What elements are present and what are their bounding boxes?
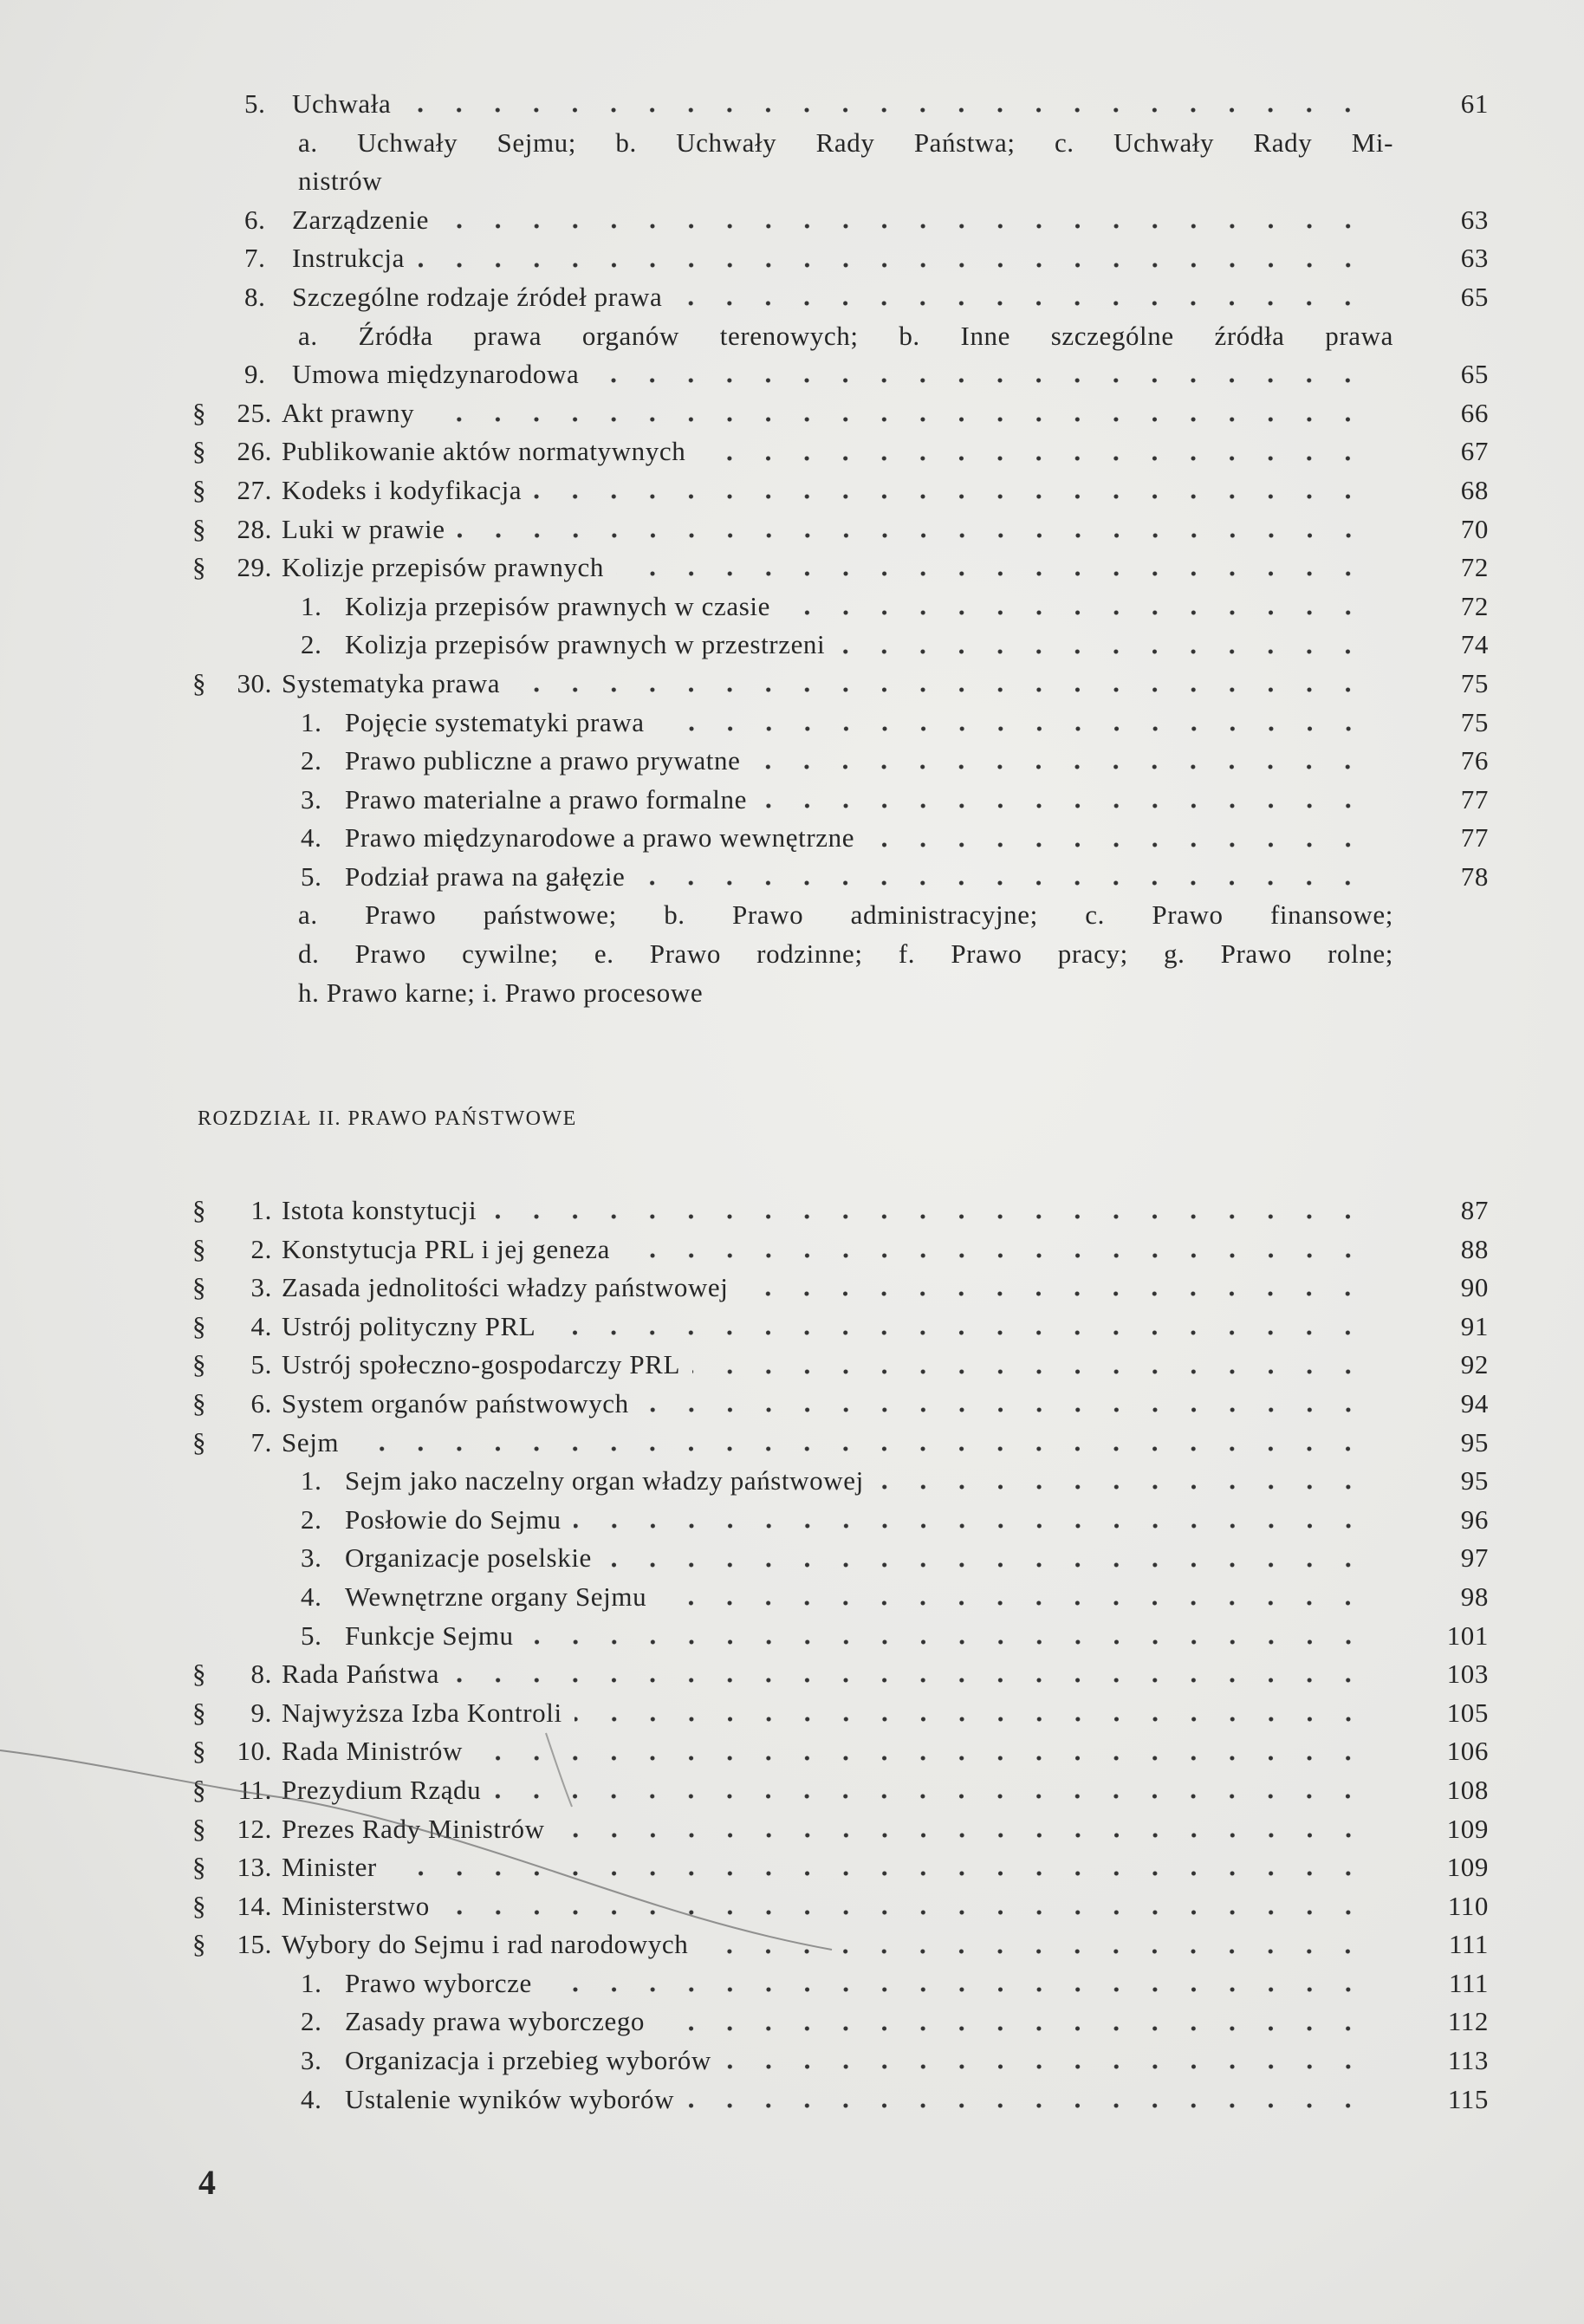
toc-entry[interactable]: [0, 201, 1584, 240]
dot-leader: [700, 1947, 1367, 1956]
toc-entry[interactable]: [0, 394, 1584, 433]
dot-leader: [475, 1754, 1367, 1762]
section-sign: §: [192, 1349, 207, 1380]
dot-leader: [867, 841, 1367, 849]
toc-entry-description-wrap: [298, 974, 1393, 1013]
toc-entry-page: 75: [1460, 706, 1489, 737]
section-sign: §: [192, 1890, 207, 1921]
toc-entry-line: [292, 201, 1489, 240]
toc-entry-number: 5.: [301, 860, 322, 892]
section-sign: §: [192, 474, 207, 505]
toc-entry-line: [345, 1501, 1489, 1540]
toc-entry[interactable]: [0, 1848, 1584, 1887]
dot-leader: [657, 2024, 1367, 2033]
toc-entry-title: Podział prawa na gałęzie: [345, 860, 626, 892]
toc-entry-number: 6.: [244, 204, 266, 235]
toc-entry-title: Uchwała: [292, 88, 392, 119]
dot-leader: [417, 261, 1367, 269]
toc-entry[interactable]: [0, 355, 1584, 394]
dot-leader: [698, 454, 1367, 463]
toc-entry-title: Kolizja przepisów prawnych w czasie: [345, 590, 770, 621]
toc-entry-page: 94: [1460, 1387, 1489, 1418]
toc-entry-number: 2.: [301, 1503, 322, 1535]
toc-entry-title: Prawo międzynarodowe a prawo wewnętrzne: [345, 822, 855, 854]
toc-entry-title: Zasady prawa wyborczego: [345, 2006, 646, 2037]
toc-entry-line: [292, 239, 1489, 278]
section-sign: §: [192, 1659, 207, 1690]
toc-entry-line: [282, 1269, 1489, 1308]
section-sign: §: [192, 552, 207, 583]
toc-entry-number: 9.: [244, 359, 266, 390]
section-sign: §: [192, 1272, 207, 1303]
toc-entry-line: [282, 1346, 1489, 1385]
toc-entry-number: 14.: [237, 1890, 272, 1921]
toc-entry-number: 6.: [250, 1387, 272, 1418]
toc-entry-number: 13.: [237, 1852, 272, 1883]
section-sign: §: [192, 1929, 207, 1960]
toc-entry-description-wrap: [298, 896, 1393, 935]
toc-entry-page: 61: [1460, 88, 1489, 119]
toc-entry[interactable]: [0, 742, 1584, 781]
toc-entry-line: [282, 471, 1489, 510]
dot-leader: [451, 1676, 1367, 1685]
toc-entry-page: 87: [1460, 1195, 1489, 1225]
toc-entry-number: 9.: [250, 1697, 272, 1728]
toc-entry-title: Posłowie do Sejmu: [345, 1503, 562, 1535]
dot-leader: [724, 2062, 1367, 2071]
toc-entry-page: 109: [1446, 1813, 1489, 1844]
dot-leader: [544, 1985, 1367, 1994]
toc-entry-page: 112: [1447, 2006, 1489, 2037]
dot-leader: [659, 1599, 1367, 1607]
toc-entry-page: 66: [1460, 397, 1489, 428]
section-sign: §: [192, 1774, 207, 1805]
toc-part-1: [0, 85, 1584, 1012]
toc-entry[interactable]: [0, 704, 1584, 743]
toc-entry-title: Szczególne rodzaje źródeł prawa: [292, 281, 663, 312]
toc-entry-page: 65: [1460, 281, 1489, 312]
toc-entry-title: Najwyższa Izba Kontroli: [282, 1697, 562, 1728]
toc-entry-line: [345, 587, 1489, 626]
dot-leader: [657, 724, 1367, 733]
toc-entry[interactable]: [0, 2042, 1584, 2081]
toc-entry-number: 4.: [250, 1310, 272, 1341]
toc-entry-line: [282, 1424, 1489, 1463]
toc-entry-title: Minister: [282, 1852, 377, 1883]
section-sign: §: [192, 1387, 207, 1418]
dot-leader: [426, 415, 1367, 424]
dot-leader: [622, 1251, 1367, 1260]
toc-entry: [0, 896, 1584, 935]
toc-entry: [0, 162, 1584, 201]
dot-leader: [591, 376, 1367, 385]
toc-entry-page: 111: [1449, 1929, 1489, 1960]
toc-entry[interactable]: [0, 510, 1584, 549]
dot-leader: [574, 1522, 1367, 1530]
toc-entry: [0, 935, 1584, 974]
dot-leader: [512, 685, 1367, 694]
toc-entry-page: 91: [1460, 1310, 1489, 1341]
toc-entry-title: Luki w prawie: [282, 513, 445, 544]
toc-entry-title: Instrukcja: [292, 243, 405, 274]
toc-entry-number: 1.: [301, 590, 322, 621]
toc-entry-number: 25.: [237, 397, 272, 428]
toc-entry-title: Kolizje przepisów prawnych: [282, 552, 604, 583]
toc-entry-number: 15.: [237, 1929, 272, 1960]
dot-leader: [740, 1289, 1367, 1298]
toc-entry-line: [345, 2081, 1489, 2120]
toc-entry-number: 1.: [301, 706, 322, 737]
dot-leader: [641, 1405, 1367, 1414]
dot-leader: [674, 299, 1367, 308]
toc-entry[interactable]: [0, 1191, 1584, 1230]
toc-entry-number: 4.: [301, 2083, 322, 2114]
toc-entry-line: [282, 1230, 1489, 1269]
toc-entry[interactable]: [0, 819, 1584, 858]
toc-entry-line: [345, 858, 1489, 897]
toc-entry[interactable]: [0, 1462, 1584, 1501]
toc-entry-title: Zasada jednolitości władzy państwowej: [282, 1272, 729, 1303]
toc-entry-line: [345, 1578, 1489, 1617]
toc-entry-page: 101: [1446, 1620, 1489, 1651]
toc-entry-line: [282, 510, 1489, 549]
toc-entry-title: Kodeks i kodyfikacja: [282, 474, 523, 505]
toc-entry[interactable]: [0, 2003, 1584, 2042]
toc-entry[interactable]: [0, 85, 1584, 124]
dot-leader: [575, 1715, 1367, 1724]
toc-entry-line: [345, 626, 1489, 665]
toc-entry[interactable]: [0, 781, 1584, 820]
toc-entry-description-wrap: [298, 124, 1393, 163]
toc-entry-title: Kolizja przepisów prawnych w przestrzeni: [345, 629, 826, 660]
dot-leader: [637, 879, 1367, 887]
toc-entry-page: 97: [1460, 1542, 1489, 1574]
toc-entry-title: Istota konstytucji: [282, 1195, 477, 1225]
toc-entry[interactable]: [0, 665, 1584, 704]
toc-entry-page: 92: [1460, 1349, 1489, 1380]
toc-entry: [0, 974, 1584, 1013]
toc-entry-description-wrap: [298, 935, 1393, 974]
dot-leader: [441, 222, 1367, 230]
toc-entry-line: [282, 1771, 1489, 1810]
dot-leader: [759, 802, 1367, 810]
toc-entry-description: nistrów: [298, 166, 383, 197]
toc-entry-line: [282, 1887, 1489, 1926]
section-sign: §: [192, 1852, 207, 1883]
toc-entry-number: 3.: [301, 1542, 322, 1574]
toc-entry-title: Prawo wyborcze: [345, 1967, 532, 1998]
toc-entry-page: 74: [1460, 629, 1489, 660]
toc-entry[interactable]: [0, 1771, 1584, 1810]
toc-entry-number: 3.: [301, 783, 322, 815]
toc-part-2: [0, 1191, 1584, 2119]
toc-entry-title: Akt prawny: [282, 397, 415, 428]
toc-entry[interactable]: [0, 1269, 1584, 1308]
toc-entry-description-wrap: [298, 162, 1393, 201]
toc-entry[interactable]: [0, 2081, 1584, 2120]
toc-entry-description-wrap: [298, 317, 1393, 356]
dot-leader: [493, 1792, 1367, 1801]
toc-entry-title: Prezydium Rządu: [282, 1774, 482, 1805]
toc-entry-number: 26.: [237, 436, 272, 467]
toc-entry[interactable]: [0, 1230, 1584, 1269]
toc-entry[interactable]: [0, 1810, 1584, 1849]
toc-entry-number: 4.: [301, 822, 322, 854]
toc-entry-title: Ustalenie wyników wyborów: [345, 2083, 675, 2114]
dot-leader: [616, 569, 1367, 578]
toc-entry-page: 111: [1449, 1967, 1489, 1998]
toc-entry-page: 77: [1460, 822, 1489, 854]
toc-entry-line: [282, 1810, 1489, 1849]
toc-entry[interactable]: [0, 587, 1584, 626]
dot-leader: [604, 1561, 1367, 1569]
toc-entry-title: System organów państwowych: [282, 1387, 629, 1418]
toc-entry-line: [282, 1308, 1489, 1347]
section-sign: §: [192, 1813, 207, 1844]
dot-leader: [458, 531, 1367, 540]
toc-entry-number: 1.: [301, 1465, 322, 1496]
toc-entry-page: 72: [1460, 590, 1489, 621]
section-sign: §: [192, 1736, 207, 1767]
toc-entry-title: Prezes Rady Ministrów: [282, 1813, 545, 1844]
toc-entry-number: 30.: [237, 667, 272, 698]
toc-entry-number: 3.: [250, 1272, 272, 1303]
toc-entry-page: 68: [1460, 474, 1489, 505]
toc-entry-page: 70: [1460, 513, 1489, 544]
section-sign: §: [192, 436, 207, 467]
toc-entry-page: 106: [1446, 1736, 1489, 1767]
toc-entry-title: Wewnętrzne organy Sejmu: [345, 1581, 647, 1612]
toc-entry[interactable]: [0, 1539, 1584, 1578]
toc-entry-line: [345, 819, 1489, 858]
toc-entry[interactable]: [0, 432, 1584, 471]
toc-entry-number: 7.: [250, 1426, 272, 1457]
dot-leader: [686, 2101, 1367, 2110]
toc-entry-page: 88: [1460, 1233, 1489, 1264]
toc-entry-description: a. Prawo państwowe; b. Prawo administracyjne; c. Prawo finansowe;: [298, 899, 1393, 931]
section-sign: §: [192, 1195, 207, 1225]
toc-entry-page: 108: [1446, 1774, 1489, 1805]
toc-entry-title: Rada Państwa: [282, 1659, 439, 1690]
toc-entry-number: 1.: [250, 1195, 272, 1225]
section-sign: §: [192, 397, 207, 428]
toc-entry-number: 10.: [237, 1736, 272, 1767]
toc-entry-number: 7.: [244, 243, 266, 274]
toc-entry-title: Publikowanie aktów normatywnych: [282, 436, 686, 467]
toc-entry-title: Pojęcie systematyki prawa: [345, 706, 645, 737]
toc-entry-page: 76: [1460, 745, 1489, 776]
dot-leader: [557, 1831, 1367, 1840]
toc-entry-page: 72: [1460, 552, 1489, 583]
toc-entry-description: h. Prawo karne; i. Prawo procesowe: [298, 977, 704, 1008]
toc-entry-number: 29.: [237, 552, 272, 583]
toc-entry-line: [345, 1462, 1489, 1501]
toc-entry-line: [345, 1964, 1489, 2003]
toc-entry[interactable]: [0, 1655, 1584, 1694]
toc-entry-title: Organizacje poselskie: [345, 1542, 592, 1574]
toc-entry-line: [345, 1539, 1489, 1578]
toc-entry-line: [282, 1385, 1489, 1424]
toc-entry-page: 109: [1446, 1852, 1489, 1883]
section-sign: §: [192, 1697, 207, 1728]
toc-entry-number: 3.: [301, 2045, 322, 2076]
toc-entry-line: [345, 781, 1489, 820]
toc-entry-number: 5.: [250, 1349, 272, 1380]
toc-entry-line: [282, 1925, 1489, 1964]
toc-entry-number: 28.: [237, 513, 272, 544]
toc-entry-number: 4.: [301, 1581, 322, 1612]
toc-entry-page: 63: [1460, 243, 1489, 274]
chapter-heading: ROZDZIAŁ II. PRAWO PAŃSTWOWE: [198, 1107, 577, 1130]
toc-entry-number: 5.: [301, 1620, 322, 1651]
toc-entry-page: 90: [1460, 1272, 1489, 1303]
toc-entry-title: Ustrój społeczno-gospodarczy PRL: [282, 1349, 680, 1380]
toc-entry-number: 2.: [301, 2006, 322, 2037]
toc-entry-page: 65: [1460, 359, 1489, 390]
toc-entry[interactable]: [0, 1424, 1584, 1463]
toc-entry-title: Prawo publiczne a prawo prywatne: [345, 745, 741, 776]
toc-entry-title: Prawo materialne a prawo formalne: [345, 783, 747, 815]
dot-leader: [876, 1483, 1367, 1491]
toc-entry-line: [282, 665, 1489, 704]
toc-entry-number: 11.: [237, 1774, 272, 1805]
toc-entry-line: [282, 1694, 1489, 1733]
dot-leader: [752, 763, 1367, 771]
toc-entry-line: [282, 1732, 1489, 1771]
toc-entry-title: Umowa międzynarodowa: [292, 359, 580, 390]
dot-leader: [692, 1367, 1367, 1376]
dot-leader: [534, 492, 1367, 501]
toc-entry-number: 5.: [244, 88, 266, 119]
toc-entry-page: 67: [1460, 436, 1489, 467]
toc-entry-page: 98: [1460, 1581, 1489, 1612]
toc-entry-description: d. Prawo cywilne; e. Prawo rodzinne; f. Prawo pracy; g. Prawo rolne;: [298, 938, 1393, 970]
page-number: 4: [198, 2163, 216, 2202]
toc-entry-page: 105: [1446, 1697, 1489, 1728]
toc-entry[interactable]: [0, 239, 1584, 278]
toc-entry-line: [345, 742, 1489, 781]
toc-entry[interactable]: [0, 1501, 1584, 1540]
dot-leader: [548, 1328, 1367, 1337]
toc-entry[interactable]: [0, 1308, 1584, 1347]
toc-entry[interactable]: [0, 1887, 1584, 1926]
toc-entry-line: [282, 549, 1489, 587]
toc-entry[interactable]: [0, 278, 1584, 317]
toc-entry[interactable]: [0, 626, 1584, 665]
toc-entry-line: [345, 2003, 1489, 2042]
toc-entry-title: Ustrój polityczny PRL: [282, 1310, 536, 1341]
toc-entry-line: [292, 355, 1489, 394]
toc-entry-number: 2.: [250, 1233, 272, 1264]
toc-entry[interactable]: [0, 858, 1584, 897]
toc-entry-title: Wybory do Sejmu i rad narodowych: [282, 1929, 689, 1960]
toc-entry-number: 1.: [301, 1967, 322, 1998]
toc-entry: [0, 124, 1584, 163]
toc-entry-page: 77: [1460, 783, 1489, 815]
toc-entry-line: [345, 704, 1489, 743]
dot-leader: [351, 1444, 1367, 1453]
dot-leader: [526, 1638, 1367, 1646]
toc-entry-title: Organizacja i przebieg wyborów: [345, 2045, 711, 2076]
toc-entry[interactable]: [0, 549, 1584, 587]
toc-entry[interactable]: [0, 1578, 1584, 1617]
toc-entry-page: 115: [1447, 2083, 1489, 2114]
toc-entry[interactable]: [0, 1694, 1584, 1733]
toc-entry-title: Konstytucja PRL i jej geneza: [282, 1233, 610, 1264]
toc-entry-page: 113: [1447, 2045, 1489, 2076]
toc-entry-page: 95: [1460, 1426, 1489, 1457]
toc-entry[interactable]: [0, 1385, 1584, 1424]
toc-entry-title: Ministerstwo: [282, 1890, 430, 1921]
toc-entry-page: 96: [1460, 1503, 1489, 1535]
toc-entry-page: 110: [1447, 1890, 1489, 1921]
toc-entry-number: 2.: [301, 629, 322, 660]
dot-leader: [782, 608, 1367, 617]
toc-entry-line: [282, 394, 1489, 433]
toc-entry-line: [282, 1848, 1489, 1887]
toc-entry: [0, 317, 1584, 356]
toc-entry[interactable]: [0, 1732, 1584, 1771]
toc-entry-title: Funkcje Sejmu: [345, 1620, 514, 1651]
toc-entry-line: [292, 85, 1489, 124]
section-sign: §: [192, 513, 207, 544]
toc-entry-title: Sejm: [282, 1426, 340, 1457]
toc-entry[interactable]: [0, 1925, 1584, 1964]
toc-entry[interactable]: [0, 1964, 1584, 2003]
toc-entry-description: a. Źródła prawa organów terenowych; b. Inne szczególne źródła prawa: [298, 320, 1393, 351]
toc-entry-page: 78: [1460, 860, 1489, 892]
toc-entry-number: 12.: [237, 1813, 272, 1844]
toc-entry[interactable]: [0, 1617, 1584, 1656]
dot-leader: [403, 106, 1367, 114]
toc-entry-number: 27.: [237, 474, 272, 505]
toc-entry-title: Zarządzenie: [292, 204, 430, 235]
toc-entry-number: 8.: [244, 281, 266, 312]
dot-leader: [442, 1908, 1367, 1917]
section-sign: §: [192, 1233, 207, 1264]
dot-leader: [837, 647, 1367, 656]
section-sign: §: [192, 1310, 207, 1341]
dot-leader: [389, 1869, 1367, 1878]
toc-entry-title: Systematyka prawa: [282, 667, 501, 698]
toc-entry-line: [345, 2042, 1489, 2081]
toc-entry-number: 8.: [250, 1659, 272, 1690]
dot-leader: [489, 1212, 1367, 1221]
toc-entry-title: Sejm jako naczelny organ władzy państwowej: [345, 1465, 864, 1496]
toc-entry[interactable]: [0, 1346, 1584, 1385]
section-sign: §: [192, 667, 207, 698]
toc-entry[interactable]: [0, 471, 1584, 510]
toc-entry-line: [282, 1191, 1489, 1230]
toc-entry-description: a. Uchwały Sejmu; b. Uchwały Rady Państwa; c. Uchwały Rady Mi-: [298, 127, 1393, 158]
toc-entry-line: [345, 1617, 1489, 1656]
section-sign: §: [192, 1426, 207, 1457]
toc-entry-title: Rada Ministrów: [282, 1736, 464, 1767]
toc-entry-number: 2.: [301, 745, 322, 776]
toc-entry-page: 95: [1460, 1465, 1489, 1496]
toc-entry-page: 63: [1460, 204, 1489, 235]
toc-entry-line: [282, 1655, 1489, 1694]
toc-entry-line: [292, 278, 1489, 317]
toc-entry-line: [282, 432, 1489, 471]
toc-entry-page: 75: [1460, 667, 1489, 698]
toc-entry-page: 103: [1446, 1659, 1489, 1690]
